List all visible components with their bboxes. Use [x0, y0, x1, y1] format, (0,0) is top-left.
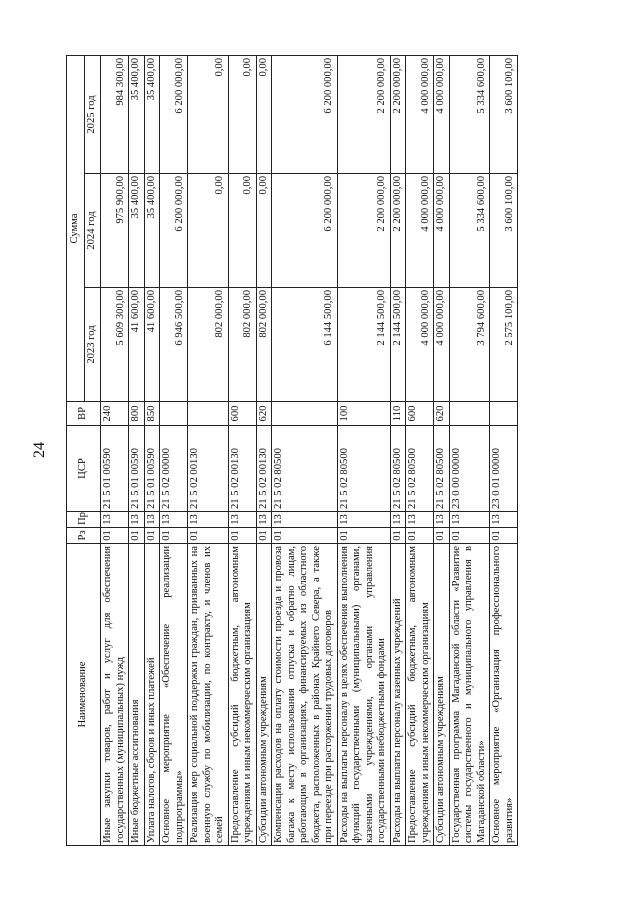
- header-2025: 2025 год: [85, 55, 101, 173]
- row-vr: 620: [434, 402, 450, 426]
- row-amount-2025: 6 200 000,00: [272, 55, 338, 173]
- row-pr: 13: [129, 512, 145, 528]
- row-name: Предоставление субсидий бюджетным, автономным учреждениям и иным некоммерческим организациям: [228, 544, 256, 846]
- row-pr: 13: [390, 512, 406, 528]
- header-pr: Пр: [67, 512, 101, 528]
- row-amount-2024: 0,00: [256, 174, 272, 288]
- table-row: [144, 55, 160, 845]
- row-vr: 850: [144, 402, 160, 426]
- row-name: Расходы на выплаты персоналу в целях обеспечения выполнения функций государственными (муниципальными) органами, казенными учреждениями, органами управления государственными внебюджетными фондами: [337, 544, 390, 846]
- row-amount-2023: 2 575 100,00: [490, 288, 518, 402]
- row-amount-2024: 3 600 100,00: [490, 174, 518, 288]
- row-amount-2025: 4 000 000,00: [406, 55, 434, 173]
- table-row: [228, 55, 256, 845]
- table-row: [490, 55, 518, 845]
- row-amount-2025: 0,00: [256, 55, 272, 173]
- table-row: [390, 55, 406, 845]
- row-name: Субсидии автономным учреждениям: [434, 544, 450, 846]
- row-name: Субсидии автономным учреждениям: [256, 544, 272, 846]
- header-name: Наименование: [67, 544, 101, 846]
- row-vr: 600: [406, 402, 434, 426]
- row-name: Предоставление субсидий бюджетным, автономным учреждениям и иным некоммерческим организациям: [406, 544, 434, 846]
- budget-table: [66, 55, 518, 846]
- row-csr: 21 5 02 00130: [188, 426, 229, 512]
- row-amount-2025: 0,00: [188, 55, 229, 173]
- row-rz: 01: [337, 528, 390, 544]
- row-amount-2023: 6 946 500,00: [160, 288, 188, 402]
- rotated-page: [66, 56, 588, 846]
- row-vr: 100: [337, 402, 390, 426]
- row-amount-2024: 6 200 000,00: [160, 174, 188, 288]
- row-amount-2024: 0,00: [188, 174, 229, 288]
- header-csr: ЦСР: [67, 426, 101, 512]
- row-vr: [188, 402, 229, 426]
- row-amount-2025: 2 200 000,00: [390, 55, 406, 173]
- table-row: [256, 55, 272, 845]
- row-rz: 01: [406, 528, 434, 544]
- table-row: [160, 55, 188, 845]
- row-amount-2024: 4 000 000,00: [434, 174, 450, 288]
- header-2024: 2024 год: [85, 174, 101, 288]
- row-amount-2024: 2 200 000,00: [390, 174, 406, 288]
- row-name: Основное мероприятие «Обеспечение реализации подпрограммы»: [160, 544, 188, 846]
- row-name: Государственная программа Магаданской области «Развитие системы государственного и муниципального управления в Магаданской области»: [449, 544, 490, 846]
- row-amount-2023: 4 000 000,00: [434, 288, 450, 402]
- row-name: Уплата налогов, сборов и иных платежей: [144, 544, 160, 846]
- row-csr: 21 5 01 00590: [101, 426, 129, 512]
- row-csr: 21 5 02 80500: [272, 426, 338, 512]
- row-amount-2025: 3 600 100,00: [490, 55, 518, 173]
- row-rz: 01: [449, 528, 490, 544]
- table-row: [101, 55, 129, 845]
- row-vr: [490, 402, 518, 426]
- row-rz: 01: [434, 528, 450, 544]
- header-rz: Рз: [67, 528, 101, 544]
- row-rz: 01: [272, 528, 338, 544]
- row-amount-2023: 802 000,00: [256, 288, 272, 402]
- header-sum: Сумма: [67, 55, 85, 401]
- row-pr: 13: [160, 512, 188, 528]
- row-name: Основное мероприятие «Организация профессионального развития»: [490, 544, 518, 846]
- table-header-row: [67, 55, 85, 845]
- row-amount-2023: 5 609 300,00: [101, 288, 129, 402]
- table-row: [449, 55, 490, 845]
- row-amount-2023: 802 000,00: [228, 288, 256, 402]
- row-pr: 13: [337, 512, 390, 528]
- header-vr: ВР: [67, 402, 101, 426]
- row-amount-2024: 6 200 000,00: [272, 174, 338, 288]
- row-pr: 13: [101, 512, 129, 528]
- row-rz: 01: [160, 528, 188, 544]
- row-vr: [449, 402, 490, 426]
- row-rz: 01: [144, 528, 160, 544]
- row-amount-2025: 2 200 000,00: [337, 55, 390, 173]
- row-name: Компенсация расходов на оплату стоимости проезда и провоза багажа к месту использования отпуска и обратно лицам, работающим в организациях, финансируемых из областного бюджета, расположенных в районах Крайнего Севера, а также при переезде при расторжении трудовых договоров: [272, 544, 338, 846]
- row-csr: 21 5 02 00130: [256, 426, 272, 512]
- row-pr: 13: [272, 512, 338, 528]
- row-csr: 21 5 01 00590: [144, 426, 160, 512]
- row-rz: 01: [390, 528, 406, 544]
- row-amount-2025: 6 200 000,00: [160, 55, 188, 173]
- row-amount-2025: 984 300,00: [101, 55, 129, 173]
- row-amount-2023: 4 000 000,00: [406, 288, 434, 402]
- row-rz: 01: [188, 528, 229, 544]
- row-amount-2023: 3 794 600,00: [449, 288, 490, 402]
- row-amount-2024: 35 400,00: [129, 174, 145, 288]
- row-vr: 800: [129, 402, 145, 426]
- row-amount-2024: 975 900,00: [101, 174, 129, 288]
- row-name: Иные бюджетные ассигнования: [129, 544, 145, 846]
- row-amount-2025: 35 400,00: [129, 55, 145, 173]
- row-amount-2023: 41 600,00: [129, 288, 145, 402]
- row-csr: 21 5 02 80500: [337, 426, 390, 512]
- table-row: [272, 55, 338, 845]
- table-row: [406, 55, 434, 845]
- row-amount-2024: 0,00: [228, 174, 256, 288]
- row-pr: 13: [188, 512, 229, 528]
- row-amount-2025: 4 000 000,00: [434, 55, 450, 173]
- row-name: Расходы на выплаты персоналу казенных учреждений: [390, 544, 406, 846]
- row-pr: 13: [406, 512, 434, 528]
- row-pr: 13: [490, 512, 518, 528]
- table-row: [337, 55, 390, 845]
- table-body: [101, 55, 518, 845]
- page-number: 24: [31, 442, 48, 458]
- row-vr: [160, 402, 188, 426]
- row-csr: 23 0 00 00000: [449, 426, 490, 512]
- row-vr: 600: [228, 402, 256, 426]
- row-pr: 13: [144, 512, 160, 528]
- row-amount-2024: 2 200 000,00: [337, 174, 390, 288]
- row-rz: 01: [228, 528, 256, 544]
- row-csr: 21 5 02 80500: [434, 426, 450, 512]
- row-amount-2023: 2 144 500,00: [337, 288, 390, 402]
- table-row: [188, 55, 229, 845]
- row-pr: 13: [228, 512, 256, 528]
- row-pr: 13: [256, 512, 272, 528]
- row-amount-2025: 35 400,00: [144, 55, 160, 173]
- row-amount-2023: 6 144 500,00: [272, 288, 338, 402]
- row-vr: [272, 402, 338, 426]
- header-2023: 2023 год: [85, 288, 101, 402]
- row-csr: 21 5 02 00000: [160, 426, 188, 512]
- row-rz: 01: [129, 528, 145, 544]
- row-csr: 23 0 01 00000: [490, 426, 518, 512]
- row-amount-2025: 5 334 600,00: [449, 55, 490, 173]
- table-row: [434, 55, 450, 845]
- row-csr: 21 5 02 80500: [406, 426, 434, 512]
- row-name: Реализация мер социальной поддержки граждан, призванных на военную службу по мобилизации, по контракту, и членов их семей: [188, 544, 229, 846]
- row-amount-2024: 4 000 000,00: [406, 174, 434, 288]
- row-vr: 240: [101, 402, 129, 426]
- row-rz: 01: [101, 528, 129, 544]
- row-amount-2025: 0,00: [228, 55, 256, 173]
- row-rz: 01: [256, 528, 272, 544]
- row-csr: 21 5 02 00130: [228, 426, 256, 512]
- row-amount-2023: 2 144 500,00: [390, 288, 406, 402]
- row-amount-2024: 35 400,00: [144, 174, 160, 288]
- row-csr: 21 5 02 80500: [390, 426, 406, 512]
- row-pr: 13: [434, 512, 450, 528]
- row-csr: 21 5 01 00590: [129, 426, 145, 512]
- row-pr: 13: [449, 512, 490, 528]
- row-vr: 620: [256, 402, 272, 426]
- row-vr: 110: [390, 402, 406, 426]
- row-rz: 01: [490, 528, 518, 544]
- row-name: Иные закупки товаров, работ и услуг для обеспечения государственных (муниципальных) нужд: [101, 544, 129, 846]
- row-amount-2024: 5 334 600,00: [449, 174, 490, 288]
- row-amount-2023: 802 000,00: [188, 288, 229, 402]
- table-row: [129, 55, 145, 845]
- row-amount-2023: 41 600,00: [144, 288, 160, 402]
